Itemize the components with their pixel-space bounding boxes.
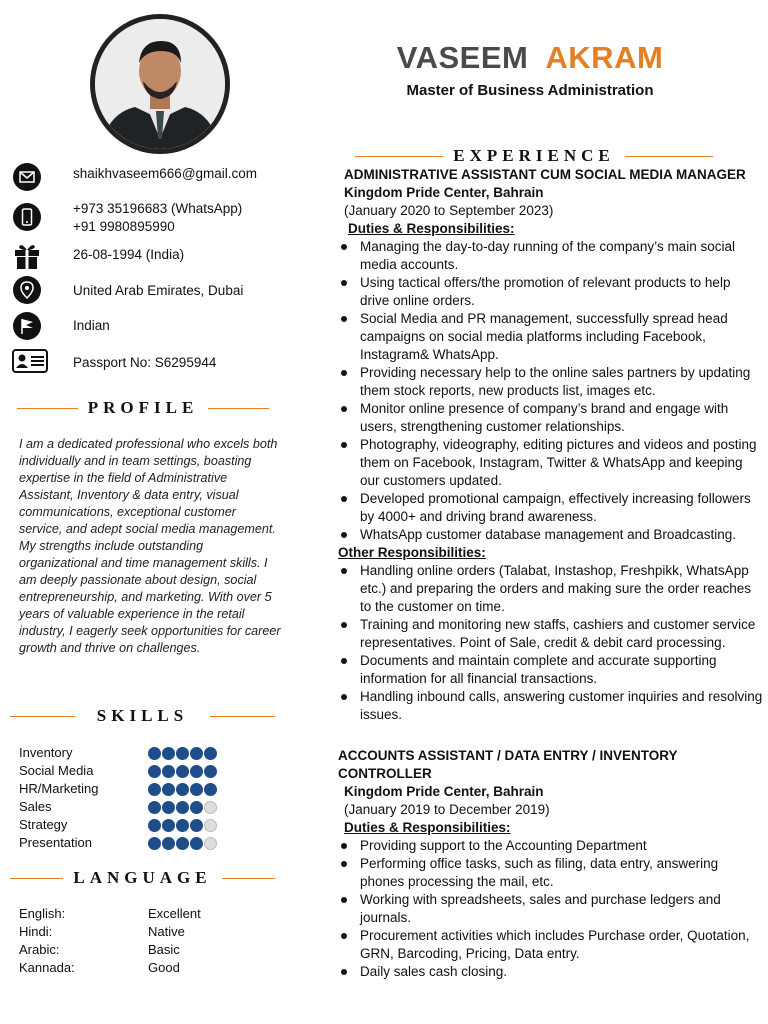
degree: Master of Business Administration [406, 82, 654, 99]
language-name: Hindi: [19, 924, 53, 939]
job-title: ADMINISTRATIVE ASSISTANT CUM SOCIAL MEDIA MANAGER [344, 167, 746, 182]
skill-rating [148, 765, 217, 778]
job-dates: (January 2020 to September 2023) [344, 203, 554, 218]
experience-heading-text: EXPERIENCE [453, 146, 615, 165]
list-item: Procurement activities which includes Purchase order, Quotation, GRN, Barcoding, Pricing, Data entry. [338, 927, 763, 963]
duties-heading: Duties & Responsibilities: [344, 820, 511, 835]
list-item: Providing support to the Accounting Department [338, 837, 763, 855]
experience-heading [355, 146, 713, 166]
profile-text: I am a dedicated professional who excels both individually and in team settings, boasting expertise in the field of Administrative Assistant, Inventory & data entry, visual communications, exceptional customer service, and adept social media management. My strengths include outstanding organizational and time management skills. I am deeply passionate about design, social entrepreneurship, and marketing. With over 5 years of valuable experience in the retail industry, I eagerly seek opportunities for career growth and thrive on challenges. [19, 437, 281, 655]
first-name: VASEEM [396, 40, 529, 75]
list-item: Training and monitoring new staffs, cashiers and customer service representatives. Point of Sale, credit & debit card processing. [338, 616, 763, 652]
filled-dot-icon [176, 765, 189, 778]
filled-dot-icon [148, 747, 161, 760]
nationality-text: Indian [73, 318, 110, 333]
language-name: Kannada: [19, 960, 75, 975]
duties-heading: Duties & Responsibilities: [348, 221, 515, 236]
filled-dot-icon [148, 837, 161, 850]
language-heading-text: LANGUAGE [73, 868, 212, 887]
phone-icon [12, 202, 42, 232]
empty-dot-icon [204, 801, 217, 814]
filled-dot-icon [148, 819, 161, 832]
skill-rating [148, 837, 217, 850]
language-heading [10, 868, 275, 888]
duties-list [338, 837, 763, 981]
candidate-name [380, 40, 680, 76]
filled-dot-icon [176, 801, 189, 814]
list-item: Handling online orders (Talabat, Instashop, Freshpikk, WhatsApp etc.) and preparing the orders and making sure the order reaches to the customer on time. [338, 562, 763, 616]
job-title: ACCOUNTS ASSISTANT / DATA ENTRY / INVENTORY CONTROLLER [338, 748, 678, 781]
skill-rating [148, 747, 217, 760]
other-responsibilities-list [338, 562, 763, 724]
empty-dot-icon [204, 819, 217, 832]
language-row [19, 960, 259, 978]
location-pin-icon [12, 275, 42, 305]
list-item: Documents and maintain complete and accurate supporting information for all financial transactions. [338, 652, 763, 688]
passport-text: Passport No: S6295944 [73, 355, 217, 370]
filled-dot-icon [162, 837, 175, 850]
job-1 [338, 166, 763, 724]
filled-dot-icon [162, 783, 175, 796]
duties-list [338, 238, 763, 544]
list-item: Monitor online presence of company’s brand and engage with users, strengthening customer relationships. [338, 400, 763, 436]
skill-row [19, 781, 259, 799]
skill-row [19, 835, 259, 853]
filled-dot-icon [190, 801, 203, 814]
phone-text-2: +91 9980895990 [73, 219, 175, 234]
filled-dot-icon [176, 837, 189, 850]
skills-heading-text: SKILLS [96, 706, 189, 725]
email-text: shaikhvaseem666@gmail.com [73, 166, 258, 181]
language-level: Good [148, 960, 180, 975]
filled-dot-icon [190, 837, 203, 850]
skill-row [19, 745, 259, 763]
filled-dot-icon [148, 765, 161, 778]
list-item: WhatsApp customer database management and Broadcasting. [338, 526, 763, 544]
list-item: Developed promotional campaign, effectively increasing followers by 4000+ and driving brand awareness. [338, 490, 763, 526]
profile-photo [90, 14, 230, 154]
filled-dot-icon [176, 783, 189, 796]
filled-dot-icon [190, 765, 203, 778]
list-item: Providing necessary help to the online sales partners by updating them stock reports, new products list, images etc. [338, 364, 763, 400]
filled-dot-icon [162, 819, 175, 832]
location-text: United Arab Emirates, Dubai [73, 283, 244, 298]
job-company: Kingdom Pride Center, Bahrain [344, 784, 544, 799]
skill-rating [148, 801, 217, 814]
skill-rating [148, 783, 217, 796]
list-item: Performing office tasks, such as filing, data entry, answering phones processing the mail, etc. [338, 855, 763, 891]
language-row [19, 906, 259, 924]
filled-dot-icon [176, 819, 189, 832]
list-item: Using tactical offers/the promotion of relevant products to help drive online orders. [338, 274, 763, 310]
job-company: Kingdom Pride Center, Bahrain [344, 185, 544, 200]
other-responsibilities-heading: Other Responsibilities: [338, 545, 486, 560]
skills-heading [10, 706, 275, 726]
list-item: Handling inbound calls, answering customer inquiries and resolving issues. [338, 688, 763, 724]
language-level: Basic [148, 942, 180, 957]
skill-label: Inventory [19, 745, 73, 760]
list-item: Working with spreadsheets, sales and purchase ledgers and journals. [338, 891, 763, 927]
id-card-icon [12, 349, 42, 375]
envelope-icon [12, 162, 42, 192]
gift-icon [12, 240, 42, 270]
filled-dot-icon [190, 819, 203, 832]
list-item: Photography, videography, editing pictures and videos and posting them on Facebook, Instagram, Twitter & WhatsApp and keeping our customers updated. [338, 436, 763, 490]
language-level: Excellent [148, 906, 201, 921]
filled-dot-icon [162, 801, 175, 814]
person-portrait-image [95, 19, 225, 149]
filled-dot-icon [190, 783, 203, 796]
flag-icon [12, 311, 42, 341]
skill-label: Social Media [19, 763, 94, 778]
language-level: Native [148, 924, 185, 939]
language-name: English: [19, 906, 66, 921]
list-item: Managing the day-to-day running of the company’s main social media accounts. [338, 238, 763, 274]
filled-dot-icon [204, 783, 217, 796]
list-item: Social Media and PR management, successfully spread head campaigns on social media platforms including Facebook, Instagram& WhatsApp. [338, 310, 763, 364]
job-dates: (January 2019 to December 2019) [344, 802, 550, 817]
language-name: Arabic: [19, 942, 60, 957]
profile-heading [17, 398, 269, 418]
dob-text: 26-08-1994 (India) [73, 247, 185, 262]
skill-label: Strategy [19, 817, 68, 832]
filled-dot-icon [148, 801, 161, 814]
filled-dot-icon [162, 765, 175, 778]
filled-dot-icon [190, 747, 203, 760]
filled-dot-icon [148, 783, 161, 796]
phone-text-1: +973 35196683 (WhatsApp) [73, 201, 243, 216]
language-row [19, 924, 259, 942]
filled-dot-icon [204, 765, 217, 778]
skill-row [19, 763, 259, 781]
job-2 [338, 747, 763, 981]
skill-row [19, 817, 259, 835]
skill-row [19, 799, 259, 817]
list-item: Daily sales cash closing. [338, 963, 763, 981]
language-row [19, 942, 259, 960]
skill-label: Presentation [19, 835, 92, 850]
profile-heading-text: PROFILE [87, 398, 199, 417]
skill-label: Sales [19, 799, 52, 814]
filled-dot-icon [162, 747, 175, 760]
skill-label: HR/Marketing [19, 781, 99, 796]
filled-dot-icon [176, 747, 189, 760]
skill-rating [148, 819, 217, 832]
empty-dot-icon [204, 837, 217, 850]
last-name: AKRAM [545, 40, 664, 75]
filled-dot-icon [204, 747, 217, 760]
